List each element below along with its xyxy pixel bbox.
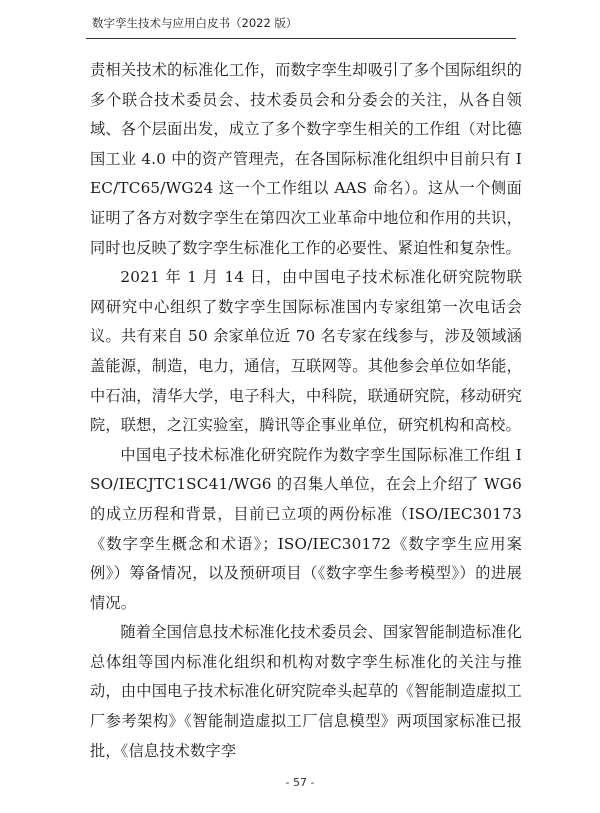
header-divider — [86, 38, 516, 39]
running-header: 数字孪生技术与应用白皮书（2022 版） — [92, 16, 298, 30]
paragraph-1: 责相关技术的标准化工作，而数字孪生却吸引了多个国际组织的多个联合技术委员会、技术委员会和分委会的关注，从各自领域、各个层面出发，成立了多个数字孪生相关的工作组（对比德国工业 4.0 中的资产管理壳，在各国际标准化组织中目前只有 IEC/TC65/WG24 这一个工作组以 AAS 命名）。这从一个侧面证明了各方对数字孪生在第四次工业革命中地位和作用的共识，同时也反映了数字孪生标准化工作的必要性、紧迫性和复杂性。 — [90, 61, 522, 257]
paragraph-2: 2021 年 1 月 14 日，由中国电子技术标准化研究院物联网研究中心组织了数字孪生国际标准国内专家组第一次电话会议。共有来自 50 余家单位近 70 名专家在线参与，涉及领域涵盖能源，制造，电力，通信，互联网等。其他参会单位如华能，中石油，清华大学，电子科大，中科院，联通研究院，移动研究院，联想，之江实验室，腾讯等企事业单位，研究机构和高校。 — [90, 268, 522, 435]
paragraph-4: 随着全国信息技术标准化技术委员会、国家智能制造标准化总体组等国内标准化组织和机构对数字孪生标准化的关注与推动，由中国电子技术标准化研究院牵头起草的《智能制造虚拟工厂参考架构》《智能制造虚拟工厂信息模型》两项国家标准已报批，《信息技术数字孪 — [90, 623, 522, 760]
paragraph-3: 中国电子技术标准化研究院作为数字孪生国际标准工作组 ISO/IECJTC1SC41/WG6 的召集人单位，在会上介绍了 WG6 的成立历程和背景，目前已立项的两份标准（ISO/IEC30173《数字孪生概念和术语》；ISO/IEC30172《数字孪生应用案例》）筹备情况，以及预研项目（《数字孪生参考模型》）的进展情况。 — [90, 445, 522, 612]
body-text — [90, 56, 522, 766]
page-number: - 57 - — [285, 776, 315, 789]
